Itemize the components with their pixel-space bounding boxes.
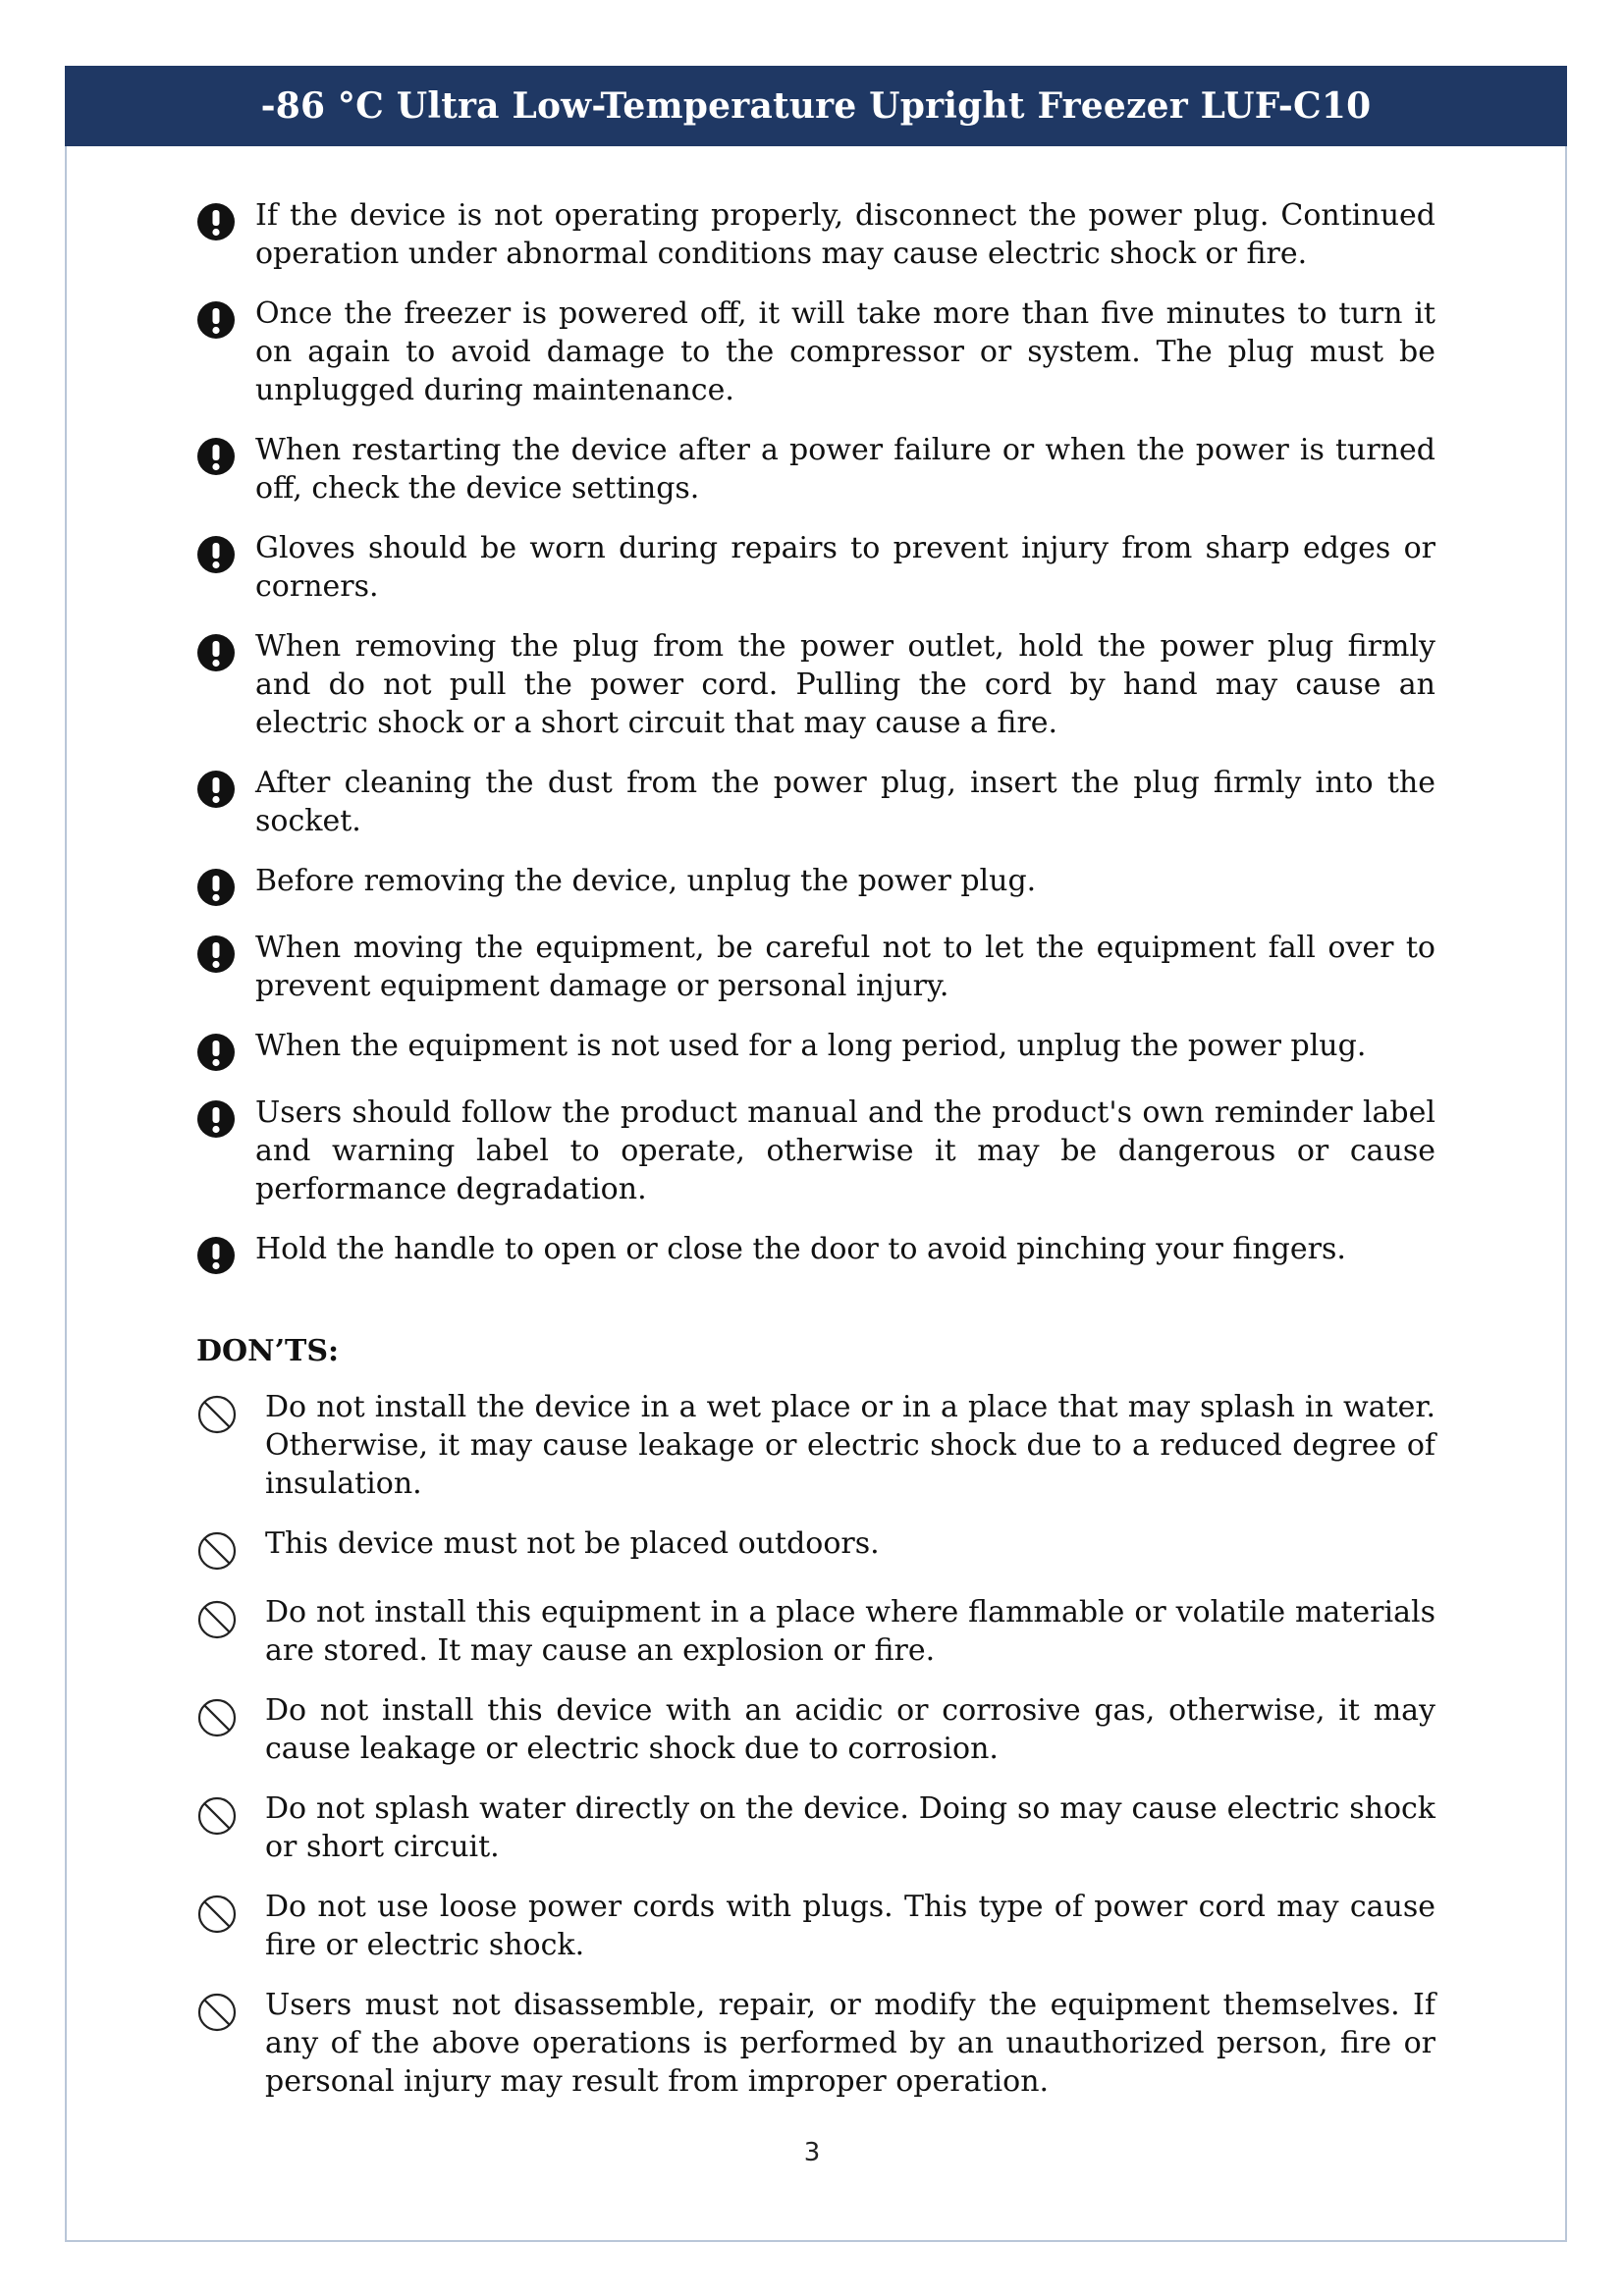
list-item — [196, 1593, 1435, 1670]
list-item-text: Do not install this equipment in a place where flammable or volatile materials are stored. It may cause an explosion or fire. — [265, 1595, 1435, 1668]
list-item-text: Hold the handle to open or close the door to avoid pinching your fingers. — [255, 1232, 1346, 1266]
list-item — [196, 862, 1435, 907]
exclamation-icon — [196, 1033, 236, 1072]
exclamation-icon — [196, 934, 236, 974]
list-item-text: Do not install this device with an acidic or corrosive gas, otherwise, it may cause leakage or electric shock due to corrosion. — [265, 1693, 1435, 1766]
list-item — [196, 1027, 1435, 1072]
prohibited-icon — [196, 1530, 238, 1572]
list-item — [196, 1094, 1435, 1208]
page-number: 3 — [803, 2138, 821, 2167]
list-item — [196, 929, 1435, 1005]
list-item — [196, 1230, 1435, 1275]
prohibited-icon — [196, 1599, 238, 1640]
list-item-text: Once the freezer is powered off, it will take more than five minutes to turn it on again to avoid damage to the compressor or system. The plug must be unplugged during maintenance. — [255, 296, 1435, 407]
exclamation-icon — [196, 300, 236, 340]
list-item — [196, 431, 1435, 507]
page-header — [65, 66, 1567, 146]
list-item-text: Do not install the device in a wet place or in a place that may splash in water. Otherwise, it may cause leakage or electric shock due to a reduced degree of insulation. — [265, 1390, 1435, 1501]
exclamation-icon — [196, 633, 236, 672]
donts-list — [196, 1388, 1435, 2101]
list-item — [196, 529, 1435, 606]
list-item-text: Users should follow the product manual and the product's own reminder label and warning label to operate, otherwise it may be dangerous or cause performance degradation. — [255, 1095, 1435, 1206]
list-item — [196, 1388, 1435, 1503]
list-item — [196, 764, 1435, 840]
prohibited-icon — [196, 1992, 238, 2033]
list-item-text: When removing the plug from the power outlet, hold the power plug firmly and do not pull the power cord. Pulling the cord by hand may cause an electric shock or a short circuit that may cause a fire. — [255, 629, 1435, 740]
prohibited-icon — [196, 1894, 238, 1935]
list-item — [196, 1789, 1435, 1866]
list-item-text: When moving the equipment, be careful not to let the equipment fall over to prevent equipment damage or personal injury. — [255, 931, 1435, 1003]
exclamation-icon — [196, 770, 236, 809]
list-item-text: Do not use loose power cords with plugs. This type of power cord may cause fire or electric shock. — [265, 1890, 1435, 1962]
donts-heading: DON’TS: — [196, 1334, 340, 1368]
page-content — [196, 196, 1435, 2122]
exclamation-icon — [196, 1236, 236, 1275]
list-item — [196, 1986, 1435, 2101]
dos-list — [196, 196, 1435, 1275]
list-item-text: This device must not be placed outdoors. — [265, 1526, 880, 1561]
exclamation-icon — [196, 535, 236, 574]
list-item-text: Do not splash water directly on the device. Doing so may cause electric shock or short circuit. — [265, 1791, 1435, 1864]
list-item — [196, 1691, 1435, 1768]
list-item-text: Gloves should be worn during repairs to prevent injury from sharp edges or corners. — [255, 531, 1435, 604]
list-item — [196, 627, 1435, 742]
exclamation-icon — [196, 202, 236, 241]
list-item-text: Before removing the device, unplug the power plug. — [255, 864, 1037, 898]
list-item-text: When restarting the device after a power failure or when the power is turned off, check the device settings. — [255, 433, 1435, 506]
list-item-text: Users must not disassemble, repair, or modify the equipment themselves. If any of the above operations is performed by an unauthorized person, fire or personal injury may result from improper operation. — [265, 1988, 1435, 2099]
list-item — [196, 294, 1435, 409]
list-item-text: When the equipment is not used for a long period, unplug the power plug. — [255, 1029, 1367, 1063]
exclamation-icon — [196, 1099, 236, 1139]
list-item-text: After cleaning the dust from the power plug, insert the plug firmly into the socket. — [255, 766, 1435, 838]
list-item — [196, 1524, 1435, 1572]
list-item — [196, 1888, 1435, 1964]
exclamation-icon — [196, 868, 236, 907]
prohibited-icon — [196, 1394, 238, 1435]
list-item-text: If the device is not operating properly, disconnect the power plug. Continued operation under abnormal conditions may cause electric shock or fire. — [255, 198, 1435, 271]
exclamation-icon — [196, 437, 236, 476]
list-item — [196, 196, 1435, 273]
prohibited-icon — [196, 1697, 238, 1738]
prohibited-icon — [196, 1795, 238, 1837]
document-title: -86 °C Ultra Low-Temperature Upright Freezer LUF-C10 — [260, 85, 1372, 127]
